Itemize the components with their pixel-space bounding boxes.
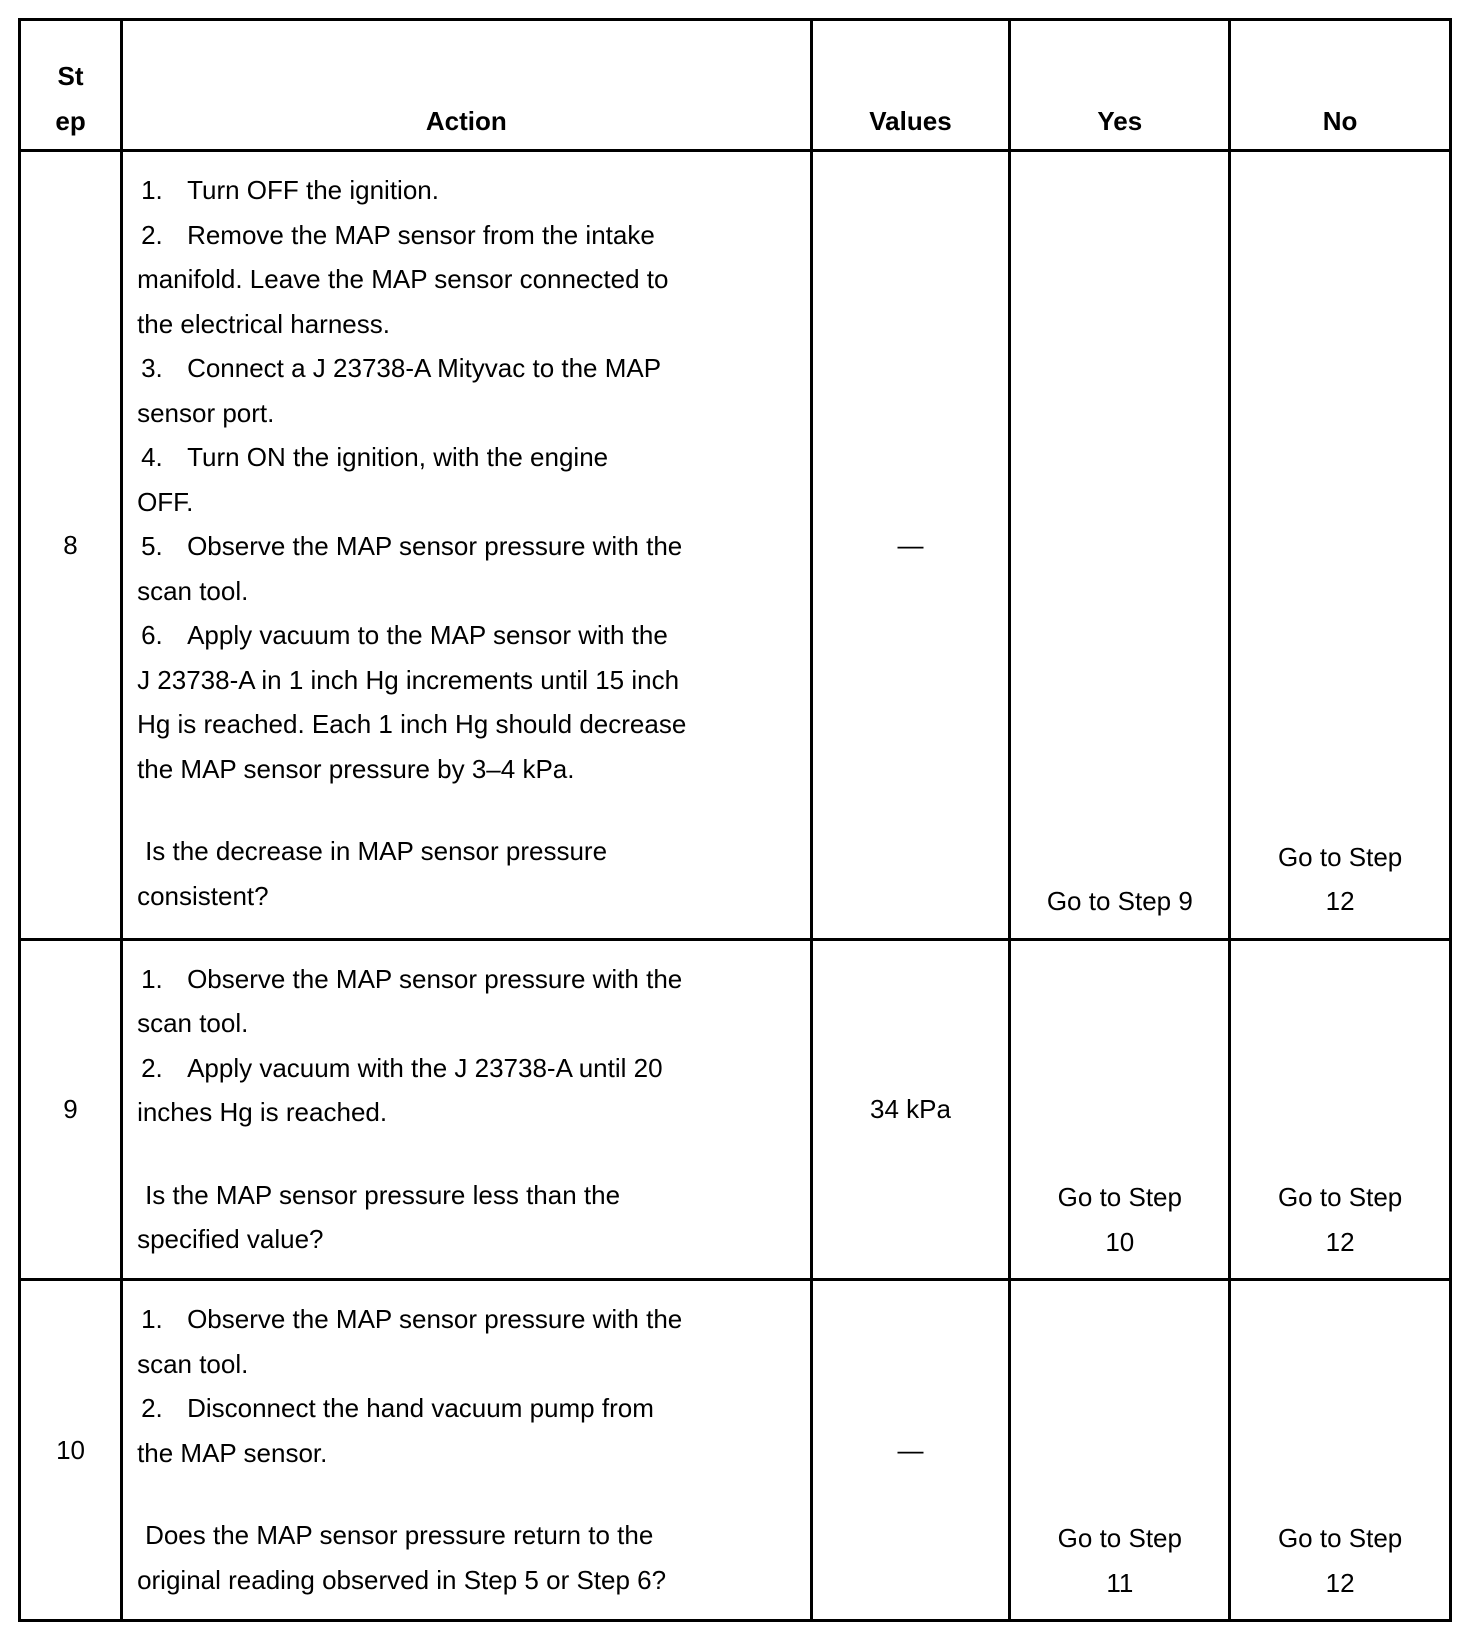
action-text: Observe the MAP sensor pressure with the [187,963,683,994]
action-line [137,1297,789,1342]
action-line [137,658,789,703]
action-line [137,168,789,213]
action-line [137,302,789,347]
no-cell [1230,1280,1451,1621]
action-cell [122,151,811,940]
action-text: Connect a J 23738-A Mityvac to the MAP [187,353,662,383]
step-row [20,939,1451,1280]
action-cell [122,1280,811,1621]
action-line [137,1431,789,1476]
action-text: scan tool. [137,1348,249,1379]
action-line [137,747,789,792]
step-row [20,151,1451,940]
action-step-number: 1. [141,1304,163,1335]
action-text: Disconnect the hand vacuum pump from [187,1393,654,1424]
question-line: Is the MAP sensor pressure less than the [145,1179,621,1210]
action-line [137,1090,789,1135]
question-line: Does the MAP sensor pressure return to the [145,1520,654,1551]
action-line [137,524,789,569]
step-number: 8 [20,151,122,940]
action-step-number: 4. [141,442,163,472]
action-text: Observe the MAP sensor pressure with the [187,1304,683,1335]
action-text: Turn ON the ignition, with the engine [187,442,609,472]
action-text: Hg is reached. Each 1 inch Hg should decrease [137,709,687,739]
action-line [137,1046,789,1091]
action-text: manifold. Leave the MAP sensor connected to [137,264,669,294]
spacer [137,1135,789,1173]
yes-goto-text: Go to Step [1057,1523,1182,1553]
question-line: consistent? [137,880,269,911]
action-cell [122,939,811,1280]
action-line [137,702,789,747]
action-text: Apply vacuum with the J 23738-A until 20 [187,1052,663,1083]
action-step-number: 5. [141,531,163,561]
no-goto-text: Go to Step [1277,841,1403,872]
action-text: Observe the MAP sensor pressure with the [187,531,683,561]
yes-goto-text: Go to Step [1057,1182,1182,1213]
action-line [137,435,789,480]
action-line [137,1342,789,1387]
yes-cell [1010,151,1230,940]
no-header: No [1230,20,1451,151]
step-header-line-1: St [57,61,84,91]
action-step-number: 2. [141,1052,163,1083]
action-text: the MAP sensor pressure by 3–4 kPa. [137,753,575,784]
action-text: sensor port. [137,397,275,428]
step-header-line-2: ep [55,105,86,136]
action-line [137,346,789,391]
action-line [137,480,789,525]
action-step-number: 2. [141,219,163,250]
no-cell [1230,939,1451,1280]
action-text: the electrical harness. [137,308,390,339]
action-line [137,613,789,658]
action-header: Action [122,20,811,151]
action-text: J 23738-A in 1 inch Hg increments until 15 inch [137,664,680,695]
step-number: 10 [20,1280,122,1621]
action-text: Turn OFF the ignition. [187,175,439,205]
action-line [137,257,789,302]
action-step-number: 2. [141,1393,163,1424]
no-goto-text: Go to Step [1277,1182,1403,1213]
yes-goto-text: Go to Step 9 [1046,886,1193,917]
action-line [137,1386,789,1431]
no-cell [1230,151,1451,940]
action-line [137,569,789,614]
header-row [20,20,1451,151]
action-step-number: 6. [141,620,163,650]
spacer [137,791,789,829]
values-header: Values [811,20,1010,151]
no-goto-text: 12 [1325,1567,1355,1598]
yes-cell [1010,1280,1230,1621]
action-line [137,1001,789,1046]
value-cell: — [811,1280,1010,1621]
question-line: original reading observed in Step 5 or Step 6? [137,1564,667,1595]
step-header [20,20,122,151]
yes-goto-text: 11 [1106,1567,1134,1598]
no-goto-text: 12 [1325,886,1355,917]
action-step-number: 1. [141,963,163,994]
action-text: Apply vacuum to the MAP sensor with the [187,620,668,650]
action-text: Remove the MAP sensor from the intake [187,219,655,250]
question-line: Is the decrease in MAP sensor pressure [145,836,608,866]
action-text: scan tool. [137,1008,249,1039]
value-cell: — [811,151,1010,940]
value-cell: 34 kPa [811,939,1010,1280]
action-line [137,213,789,258]
action-step-number: 1. [141,175,163,205]
action-text: OFF. [137,486,194,517]
no-goto-text: 12 [1325,1226,1355,1257]
action-text: scan tool. [137,575,249,606]
action-text: inches Hg is reached. [137,1097,388,1128]
no-goto-text: Go to Step [1277,1523,1403,1553]
question-line: specified value? [137,1224,324,1255]
action-step-number: 3. [141,353,163,383]
step-row [20,1280,1451,1621]
yes-header: Yes [1010,20,1230,151]
action-line [137,957,789,1002]
action-text: the MAP sensor. [137,1437,328,1468]
diagnostic-table [18,18,1452,1622]
action-line [137,391,789,436]
spacer [137,1475,789,1513]
yes-cell [1010,939,1230,1280]
step-number: 9 [20,939,122,1280]
yes-goto-text: 10 [1105,1226,1135,1257]
